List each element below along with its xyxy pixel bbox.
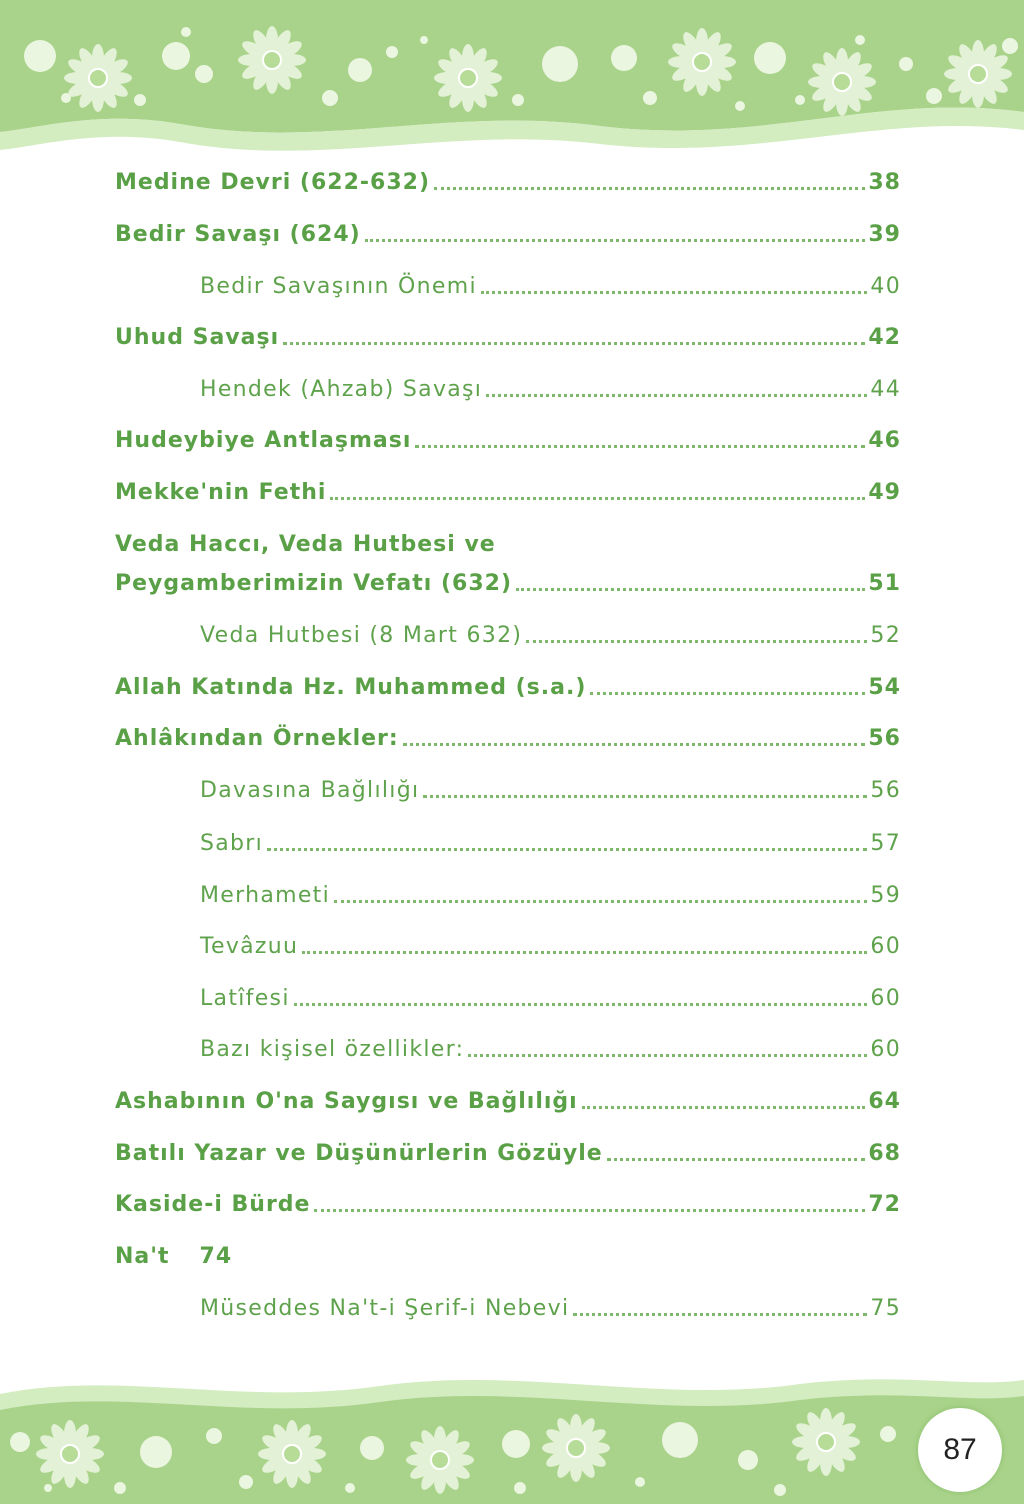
toc-leader-dots	[516, 588, 865, 591]
toc-subentry[interactable]	[200, 879, 901, 909]
toc-leader-dots	[267, 848, 867, 851]
toc-subentry[interactable]	[200, 827, 901, 857]
toc-entry-title: Kaside-i Bürde	[115, 1192, 311, 1217]
toc-entry-page: 44	[870, 377, 901, 402]
toc-leader-dots	[415, 445, 865, 448]
toc-entry-title: Peygamberimizin Vefatı (632)	[115, 571, 513, 596]
toc-entry-page: 68	[868, 1141, 901, 1166]
toc-entry-title: Davasına Bağlılığı	[200, 778, 420, 803]
toc-entry-page: 74	[199, 1244, 233, 1269]
toc-leader-dots	[434, 187, 865, 190]
toc-entry-title: Uhud Savaşı	[115, 325, 280, 350]
toc-entry-title: Ashabının O'na Saygısı ve Bağlılığı	[115, 1089, 578, 1114]
toc-entry-page: 39	[868, 222, 901, 247]
toc-entry-page: 57	[870, 831, 901, 856]
toc-entry[interactable]	[115, 567, 901, 597]
toc-subentry[interactable]	[200, 1292, 901, 1322]
page-number: 87	[943, 1433, 977, 1466]
toc-entry-page: 60	[870, 1037, 901, 1062]
toc-entry-page: 40	[870, 274, 901, 299]
toc-leader-dots	[468, 1054, 867, 1057]
toc-leader-dots	[403, 743, 866, 746]
toc-subentry[interactable]	[200, 930, 901, 960]
toc-entry-title: Müseddes Na't-i Şerif-i Nebevi	[200, 1296, 570, 1321]
toc-subentry[interactable]	[200, 774, 901, 804]
toc-entry-page: 75	[870, 1296, 901, 1321]
toc-entry[interactable]	[115, 671, 901, 701]
toc-leader-dots	[590, 692, 865, 695]
toc-entry-first-line[interactable]	[115, 528, 901, 558]
toc-entry-title: Allah Katında Hz. Muhammed (s.a.)	[115, 675, 587, 700]
toc-leader-dots	[283, 342, 865, 345]
toc-entry-title: Sabrı	[200, 831, 264, 856]
toc-entry-page: 60	[870, 986, 901, 1011]
toc-leader-dots	[582, 1106, 866, 1109]
toc-entry[interactable]	[115, 722, 901, 752]
toc-leader-dots	[330, 497, 865, 500]
bottom-floral-banner	[0, 1370, 1024, 1504]
toc-entry-title: Bazı kişisel özellikler:	[200, 1037, 465, 1062]
toc-entry-title: Hendek (Ahzab) Savaşı	[200, 377, 483, 402]
toc-leader-dots	[365, 239, 866, 242]
toc-entry[interactable]	[115, 1137, 901, 1167]
toc-entry-page: 54	[868, 675, 901, 700]
toc-entry[interactable]	[115, 321, 901, 351]
toc-subentry[interactable]	[200, 373, 901, 403]
toc-entry[interactable]	[115, 1085, 901, 1115]
toc-entry-title: Bedir Savaşı (624)	[115, 222, 361, 247]
toc-leader-dots	[526, 640, 867, 643]
toc-entry-page: 72	[868, 1192, 901, 1217]
toc-entry-title: Medine Devri (622-632)	[115, 170, 431, 195]
toc-entry-title: Bedir Savaşının Önemi	[200, 274, 477, 299]
toc-entry-page: 59	[870, 883, 901, 908]
toc-entry-page: 60	[870, 934, 901, 959]
toc-entry-title: Na't	[115, 1244, 170, 1269]
toc-subentry[interactable]	[200, 619, 901, 649]
toc-leader-dots	[481, 291, 867, 294]
toc-leader-dots	[607, 1158, 866, 1161]
toc-leader-dots	[334, 900, 867, 903]
toc-subentry[interactable]	[200, 270, 901, 300]
toc-entry-page: 64	[868, 1089, 901, 1114]
toc-entry-title: Hudeybiye Antlaşması	[115, 428, 412, 453]
toc-entry-title: Batılı Yazar ve Düşünürlerin Gözüyle	[115, 1141, 603, 1166]
toc-entry-page: 56	[868, 726, 901, 751]
toc-entry[interactable]	[115, 1188, 901, 1218]
toc-leader-dots	[294, 1003, 868, 1006]
toc-entry-title: Ahlâkından Örnekler:	[115, 726, 399, 751]
toc-entry-page: 56	[870, 778, 901, 803]
toc-subentry[interactable]	[200, 982, 901, 1012]
bottom-floral-pattern	[0, 1370, 1024, 1504]
toc-entry-title: Mekke'nin Fethi	[115, 480, 327, 505]
toc-entry[interactable]	[115, 166, 901, 196]
toc-leader-dots	[302, 951, 867, 954]
toc-entry-title: Veda Hutbesi (8 Mart 632)	[200, 623, 523, 648]
toc-entry[interactable]	[115, 1240, 901, 1270]
toc-entry[interactable]	[115, 476, 901, 506]
toc-entry-page: 46	[868, 428, 901, 453]
toc-entry[interactable]	[115, 218, 901, 248]
toc-entry-page: 52	[870, 623, 901, 648]
toc-subentry[interactable]	[200, 1033, 901, 1063]
toc-entry-title: Latîfesi	[200, 986, 290, 1011]
toc-entry-page: 49	[868, 480, 901, 505]
toc-leader-dots	[423, 795, 867, 798]
toc-entry[interactable]	[115, 424, 901, 454]
toc-entry-title: Tevâzuu	[200, 934, 299, 959]
toc-entry-title-line1: Veda Haccı, Veda Hutbesi ve	[115, 532, 496, 557]
toc-entry-page: 51	[868, 571, 901, 596]
toc-leader-dots	[573, 1313, 867, 1316]
toc-entry-page: 38	[868, 170, 901, 195]
toc-leader-dots	[314, 1209, 865, 1212]
toc-entry-title: Merhameti	[200, 883, 331, 908]
toc-leader-dots	[486, 394, 867, 397]
toc-entry-page: 42	[868, 325, 901, 350]
page-number-badge	[918, 1408, 1002, 1492]
